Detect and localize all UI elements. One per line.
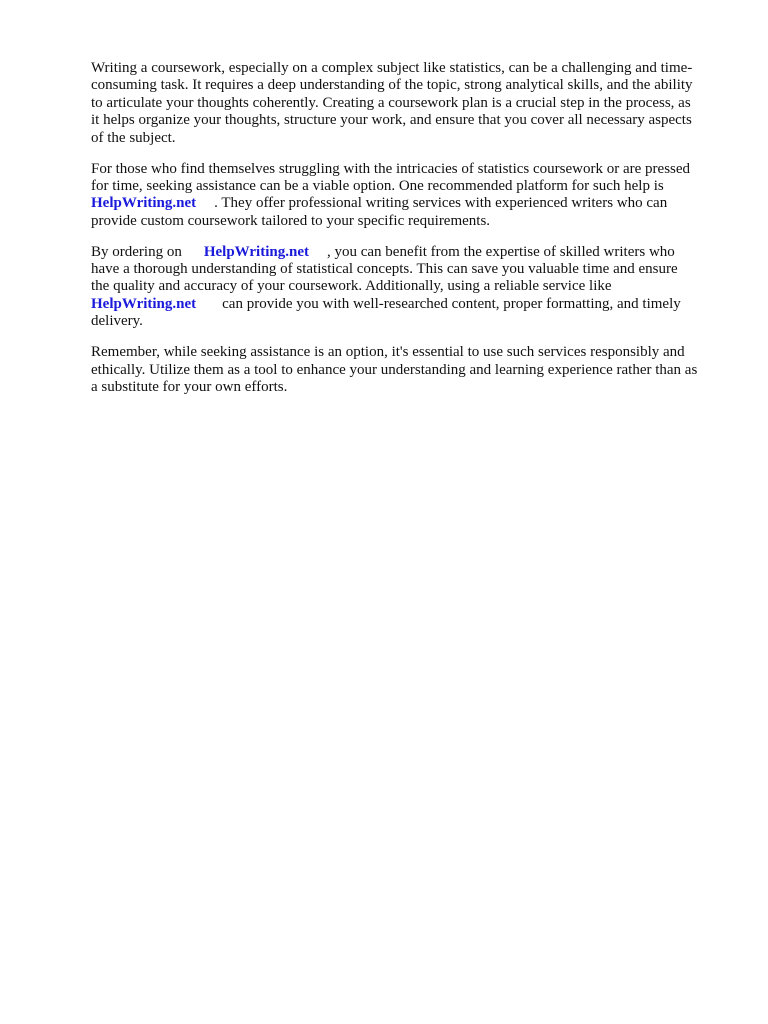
paragraph-reminder — [91, 344, 731, 396]
paragraph-assistance — [91, 161, 731, 231]
text-line: for time, seeking assistance can be a viable option. One recommended platform for such help is — [91, 177, 664, 194]
text-line: to articulate your thoughts coherently. Creating a coursework plan is a crucial step in the process, as — [91, 94, 691, 111]
text-line: the quality and accuracy of your coursework. Additionally, using a reliable service like — [91, 278, 612, 295]
text-fragment: , you can benefit from the expertise of skilled writers who — [326, 243, 675, 260]
text-line: Writing a coursework, especially on a complex subject like statistics, can be a challenging and time- — [91, 60, 693, 76]
text-line — [91, 195, 731, 212]
text-line: have a thorough understanding of statistical concepts. This can save you valuable time and ensure — [91, 261, 678, 278]
text-fragment: By ordering on — [91, 243, 182, 260]
text-line: delivery. — [91, 313, 143, 330]
document-page — [91, 60, 731, 410]
text-line: provide custom coursework tailored to your specific requirements. — [91, 212, 491, 229]
text-line: ethically. Utilize them as a tool to enhance your understanding and learning experience rather than as — [91, 361, 698, 378]
text-line: consuming task. It requires a deep understanding of the topic, strong analytical skills, and the ability — [91, 77, 693, 94]
paragraph-ordering — [91, 244, 731, 331]
text-fragment: can provide you with well-researched content, proper formatting, and timely — [222, 295, 681, 312]
paragraph-intro — [91, 60, 731, 147]
text-line: Remember, while seeking assistance is an option, it's essential to use such services responsibly and — [91, 344, 685, 361]
text-line: of the subject. — [91, 129, 176, 146]
helpwriting-link[interactable]: HelpWriting.net — [91, 295, 197, 312]
text-fragment: . They offer professional writing services with experienced writers who can — [214, 195, 668, 212]
text-line: a substitute for your own efforts. — [91, 379, 288, 395]
text-line: For those who find themselves struggling with the intricacies of statistics coursework or are pressed — [91, 160, 691, 177]
text-line — [91, 244, 731, 261]
text-line: it helps organize your thoughts, structure your work, and ensure that you cover all necessary aspects — [91, 112, 692, 129]
helpwriting-link[interactable]: HelpWriting.net — [203, 243, 309, 260]
helpwriting-link[interactable]: HelpWriting.net — [91, 195, 197, 212]
text-line — [91, 296, 731, 313]
